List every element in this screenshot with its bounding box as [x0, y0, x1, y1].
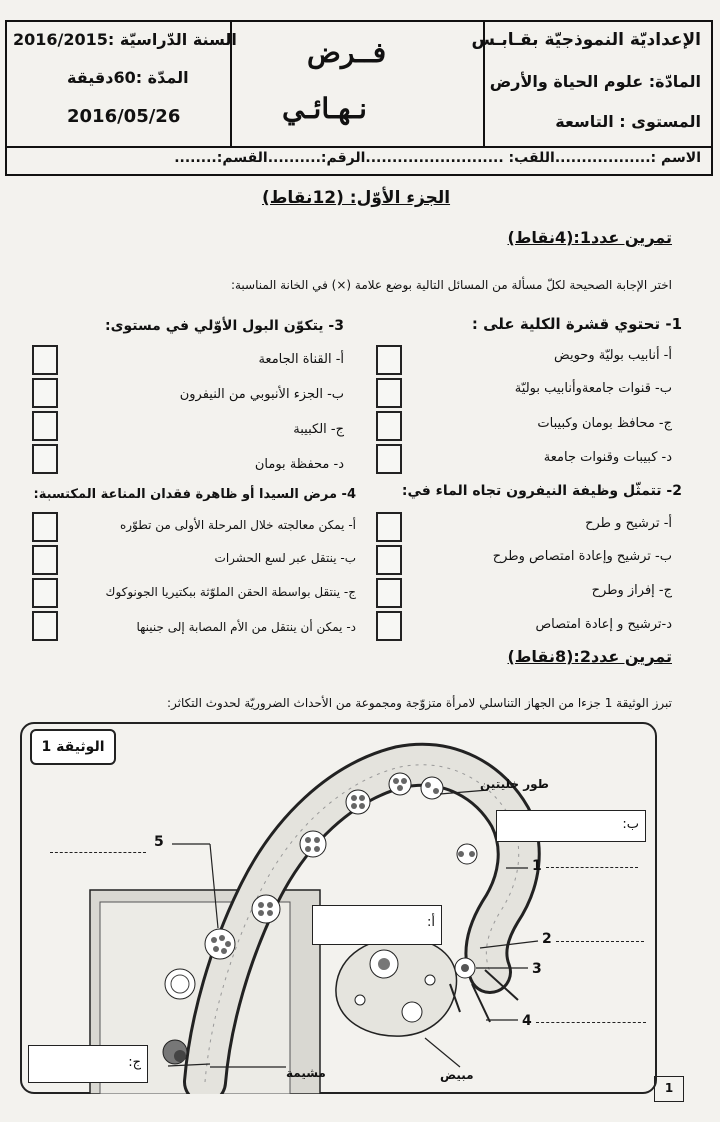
exam-header — [5, 20, 713, 176]
exercise2-title: تمرين عدد2:(8نقاط) — [507, 647, 672, 666]
q1-option-b: ب- قنوات جامعةوأنابيب بوليّة — [514, 381, 672, 396]
q2-checkbox-a[interactable] — [376, 512, 402, 542]
level: المستوى : التاسعة — [555, 112, 701, 131]
part1-title: الجزء الأوّل: (12نقاط) — [262, 188, 451, 208]
school-year: السنة الدّراسيّة :2016/2015 — [13, 30, 237, 49]
q2-option-b: ب- ترشيح وإعادة امتصاص وطرح — [492, 549, 672, 564]
q4-checkbox-c[interactable] — [32, 578, 58, 608]
q4-checkbox-b[interactable] — [32, 545, 58, 575]
answer-box-a-label: أ: — [427, 915, 435, 930]
q2-title: 2- تتمثّل وظيفة النيفرون تجاه الماء في: — [401, 483, 682, 499]
q4-checkbox-d[interactable] — [32, 611, 58, 641]
header-divider-horizontal — [7, 146, 711, 148]
label-ovary: مبيض — [440, 1068, 474, 1082]
answer-box-c[interactable] — [28, 1045, 148, 1083]
q4-option-b: ب- ينتقل عبر لسع الحشرات — [214, 551, 356, 565]
q2-option-d: د-ترشيح و إعادة امتصاص — [535, 617, 672, 632]
number-1: 1 — [532, 858, 542, 874]
q4-option-a: أ- يمكن معالجته خلال المرحلة الأولى من تطوّره — [119, 518, 356, 532]
q2-checkbox-c[interactable] — [376, 578, 402, 608]
q3-checkbox-d[interactable] — [32, 444, 58, 474]
number-3: 3 — [532, 961, 542, 977]
q1-option-d: د- كبيبات وقنوات جامعة — [543, 450, 672, 465]
q3-option-c: ج- الكبيبة — [293, 422, 344, 437]
number-2: 2 — [542, 931, 552, 947]
q1-option-c: ج- محافظ بومان وكبيبات — [537, 416, 672, 431]
exam-title-line1: فــرض — [307, 36, 387, 69]
q4-option-c: ج- ينتقل بواسطة الحقن الملوّثة ببكتيريا الجونوكوك — [105, 585, 356, 599]
q2-checkbox-d[interactable] — [376, 611, 402, 641]
page-number: 1 — [654, 1076, 684, 1102]
q4-option-d: د- يمكن أن ينتقل من الأم المصابة إلى جنينها — [136, 620, 356, 634]
number-4: 4 — [522, 1013, 532, 1029]
answer-box-b[interactable] — [496, 810, 646, 842]
q1-checkbox-c[interactable] — [376, 411, 402, 441]
number-5: 5 — [154, 834, 164, 850]
exercise1-title: تمرين عدد1:(4نقاط) — [507, 228, 672, 247]
q3-checkbox-c[interactable] — [32, 411, 58, 441]
q3-option-a: أ- القناة الجامعة — [258, 352, 344, 367]
subject-name: المادّة: علوم الحياة والأرض — [489, 72, 701, 91]
q1-checkbox-a[interactable] — [376, 345, 402, 375]
q1-checkbox-d[interactable] — [376, 444, 402, 474]
label-placenta: مشيمة — [286, 1066, 326, 1080]
answer-box-b-label: ب: — [622, 817, 639, 832]
q3-checkbox-b[interactable] — [32, 378, 58, 408]
blank-line-4 — [536, 1022, 646, 1023]
exam-title-line2: نـهـائـي — [282, 92, 367, 125]
exam-date: 2016/05/26 — [67, 106, 181, 127]
duration: المدّة :60دقيقة — [67, 68, 189, 87]
blank-line-5 — [50, 852, 146, 853]
answer-box-a[interactable] — [312, 905, 442, 945]
q3-option-b: ب- الجزء الأنبوبي من النيفرون — [179, 387, 344, 402]
blank-line-1 — [546, 867, 638, 868]
document1-label: الوثيقة 1 — [30, 729, 116, 765]
q3-option-d: د- محفظة بومان — [254, 457, 344, 472]
blank-line-2 — [556, 941, 644, 942]
oocyte-nucleus — [461, 964, 469, 972]
q1-title: 1- تحتوي قشرة الكلية على : — [471, 315, 682, 333]
ovary — [336, 938, 457, 1036]
q4-title: 4- مرض السيدا أو ظاهرة فقدان المناعة المكتسبة: — [33, 487, 356, 502]
student-info-line: الاسم :..................اللقب: ..........................الرقم:..........القسم:........ — [174, 150, 701, 166]
q2-option-c: ج- إفراز وطرح — [591, 583, 672, 598]
exercise2-intro: تبرز الوثيقة 1 جزءا من الجهاز التناسلي لامرأة متزوّجة ومجموعة من الأحداث الضروريّة لحدوث التكاثر: — [167, 696, 672, 710]
exercise1-instruction: اختر الإجابة الصحيحة لكلّ مسألة من المسائل التالية بوضع علامة (×) في الخانة المناسبة: — [230, 278, 672, 292]
q1-checkbox-b[interactable] — [376, 378, 402, 408]
school-name: الإعداديّة النموذجيّة بقـابـس — [471, 30, 701, 50]
answer-box-c-label: ج: — [128, 1055, 141, 1070]
q3-checkbox-a[interactable] — [32, 345, 58, 375]
q2-option-a: أ- ترشيح و طرح — [585, 516, 672, 531]
q3-title: 3- يتكوّن البول الأوّلي في مستوى: — [105, 318, 344, 334]
q4-checkbox-a[interactable] — [32, 512, 58, 542]
q1-option-a: أ- أنابيب بوليّة وحويض — [554, 348, 672, 363]
q2-checkbox-b[interactable] — [376, 545, 402, 575]
label-two-cell-stage: طور خليتين — [480, 777, 549, 791]
